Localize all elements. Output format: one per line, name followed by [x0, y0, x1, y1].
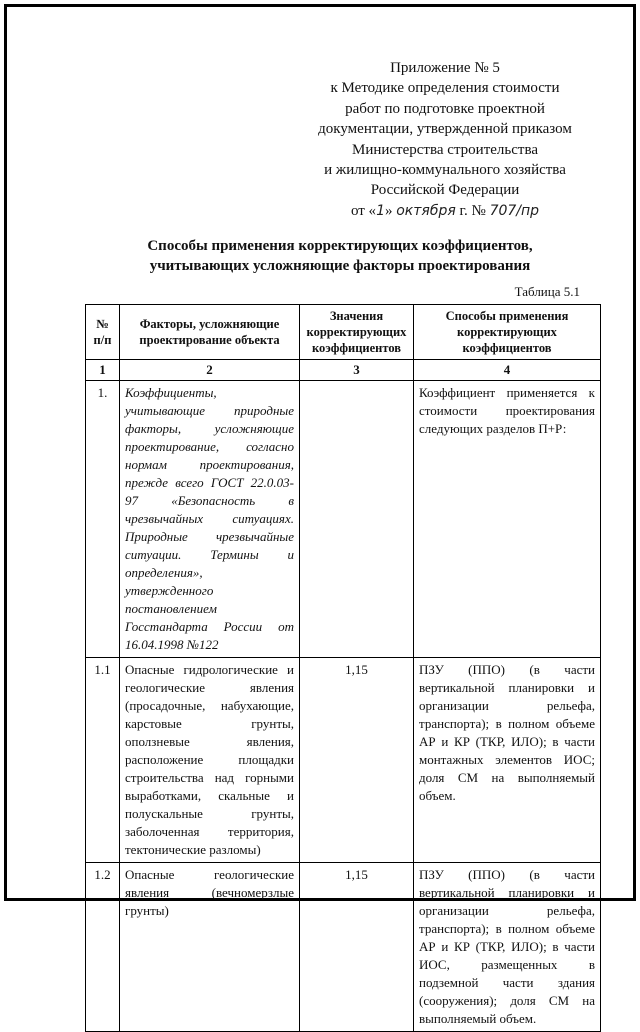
header-num: № п/п — [86, 305, 120, 360]
column-number-row — [86, 360, 601, 381]
appendix-line: Приложение № 5 — [390, 60, 500, 76]
coefficients-table — [85, 304, 601, 1032]
row-method: Коэффициент применяется к стоимости проектирования следующих разделов П+Р: — [414, 381, 601, 658]
heading-line-2: учитывающих усложняющие факторы проектирования — [149, 258, 531, 274]
row-factor: Коэффициенты, учитывающие природные факторы, усложняющие проектирование, согласно нормам проектирования, прежде всего ГОСТ 22.0.03-97 «Безопасность в чрезвычайных ситуациях. Природные чрезвычайные ситуации. Термины и определения», утвержденного постановлением Госстандарта России от 16.04.1998 №122 — [120, 381, 300, 658]
row-method: ПЗУ (ППО) (в части вертикальной планировки и организации рельефа, транспорта); в полном объеме АР и КР (ТКР, ИЛО); в части ИОС, размещенных в подземной части здания (сооружения); доля СМ на выполняемый объем. — [414, 863, 601, 1032]
table-label: Таблица 5.1 — [514, 284, 580, 299]
header-value: Значения корректирующих коэффициентов — [300, 305, 414, 360]
handwritten-day: 1 — [376, 202, 385, 219]
row-factor: Опасные геологические явления (вечномерзлые грунты) — [120, 863, 300, 1032]
column-number: 1 — [86, 360, 120, 381]
column-number: 4 — [414, 360, 601, 381]
row-number: 1. — [86, 381, 120, 658]
appendix-line: Министерства строительства — [351, 141, 538, 158]
appendix-line: документации, утвержденной приказом — [318, 121, 572, 138]
table-row — [86, 658, 601, 863]
header-factor: Факторы, усложняющие проектирование объекта — [120, 305, 300, 360]
row-number: 1.2 — [86, 863, 120, 1032]
appendix-line: Российской Федерации — [370, 182, 520, 199]
row-value — [300, 381, 414, 658]
date-year-sep: г. № — [459, 202, 486, 219]
row-method: ПЗУ (ППО) (в части вертикальной планировки и организации рельефа, транспорта); в полном объеме АР и КР (ТКР, ИЛО); в части монтажных элементов ИОС; доля СМ на выполняемый объем. — [414, 658, 601, 863]
table-header-row — [86, 305, 601, 360]
appendix-line: работ по подготовке проектной — [345, 100, 545, 117]
handwritten-number: 707/пр — [489, 202, 540, 219]
row-number: 1.1 — [86, 658, 120, 863]
appendix-line: к Методике определения стоимости — [330, 80, 560, 97]
header-method: Способы применения корректирующих коэффициентов — [414, 305, 601, 360]
table-row — [86, 863, 601, 1032]
date-mid: » — [384, 202, 393, 219]
column-number: 2 — [120, 360, 300, 381]
date-prefix: от « — [350, 202, 377, 219]
column-number: 3 — [300, 360, 414, 381]
handwritten-month: октября — [396, 202, 456, 219]
appendix-date-line — [300, 201, 590, 221]
document-heading — [100, 236, 580, 276]
table-row — [86, 381, 601, 658]
row-value: 1,15 — [300, 863, 414, 1032]
appendix-line: и жилищно-коммунального хозяйства — [324, 162, 566, 179]
appendix-block — [300, 58, 590, 221]
row-factor: Опасные гидрологические и геологические явления (просадочные, набухающие, карстовые грунты, оползневые явления, расположение площадки строительства над горными выработками, скальные и полускальные грунты, заболоченная территория, тектонические разломы) — [120, 658, 300, 863]
heading-line-1: Способы применения корректирующих коэффициентов, — [147, 238, 533, 254]
row-value: 1,15 — [300, 658, 414, 863]
